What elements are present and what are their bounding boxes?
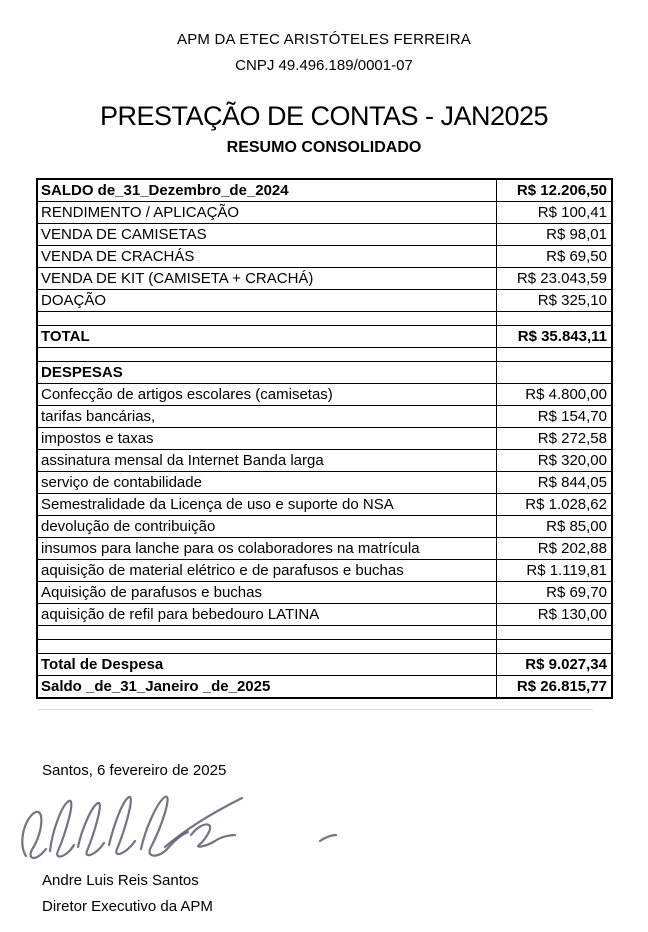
table-row bbox=[38, 582, 611, 604]
table-row bbox=[38, 290, 611, 312]
row-value: R$ 9.027,34 bbox=[525, 656, 607, 673]
table-row bbox=[38, 538, 611, 560]
row-value bbox=[497, 312, 611, 325]
table-double-underline bbox=[38, 709, 593, 710]
row-value: R$ 154,70 bbox=[537, 408, 607, 425]
table-row bbox=[38, 472, 611, 494]
table-row bbox=[38, 560, 611, 582]
table-row bbox=[38, 654, 611, 676]
table-row bbox=[38, 268, 611, 290]
row-label: insumos para lanche para os colaboradores na matrícula bbox=[38, 538, 497, 559]
row-label: DOAÇÃO bbox=[38, 290, 497, 311]
accounts-table bbox=[36, 178, 613, 699]
table-row bbox=[38, 202, 611, 224]
row-label bbox=[38, 626, 497, 639]
signer-name: Andre Luis Reis Santos bbox=[42, 872, 199, 889]
row-label: Semestralidade da Licença de uso e suporte do NSA bbox=[38, 494, 497, 515]
row-label: serviço de contabilidade bbox=[38, 472, 497, 493]
row-value: R$ 320,00 bbox=[537, 452, 607, 469]
table-empty-row bbox=[38, 312, 611, 326]
row-value: R$ 202,88 bbox=[537, 540, 607, 557]
row-value: R$ 130,00 bbox=[537, 606, 607, 623]
table-row bbox=[38, 362, 611, 384]
row-value: R$ 23.043,59 bbox=[516, 270, 607, 287]
row-value: R$ 98,01 bbox=[546, 226, 607, 243]
row-value bbox=[497, 640, 611, 653]
row-value: R$ 69,70 bbox=[546, 584, 607, 601]
table-row bbox=[38, 384, 611, 406]
row-value: R$ 26.815,77 bbox=[516, 678, 607, 695]
table-row bbox=[38, 224, 611, 246]
signature-image bbox=[12, 784, 372, 872]
row-value bbox=[497, 626, 611, 639]
row-label bbox=[38, 640, 497, 653]
date-line: Santos, 6 fevereiro de 2025 bbox=[42, 762, 227, 779]
row-value: R$ 272,58 bbox=[537, 430, 607, 447]
row-label: DESPESAS bbox=[38, 362, 497, 383]
table-row bbox=[38, 676, 611, 697]
row-label: SALDO de_31_Dezembro_de_2024 bbox=[38, 180, 497, 201]
row-label: devolução de contribuição bbox=[38, 516, 497, 537]
row-value: R$ 4.800,00 bbox=[525, 386, 607, 403]
table-row bbox=[38, 246, 611, 268]
row-label: impostos e taxas bbox=[38, 428, 497, 449]
row-value bbox=[497, 362, 611, 383]
row-label: VENDA DE CRACHÁS bbox=[38, 246, 497, 267]
row-label: aquisição de refil para bebedouro LATINA bbox=[38, 604, 497, 625]
row-value: R$ 325,10 bbox=[537, 292, 607, 309]
cnpj-number: CNPJ 49.496.189/0001-07 bbox=[235, 57, 413, 74]
row-label: Aquisição de parafusos e buchas bbox=[38, 582, 497, 603]
table-empty-row bbox=[38, 626, 611, 640]
table-row bbox=[38, 180, 611, 202]
table-row bbox=[38, 406, 611, 428]
organization-name: APM DA ETEC ARISTÓTELES FERREIRA bbox=[177, 31, 471, 48]
row-label: VENDA DE KIT (CAMISETA + CRACHÁ) bbox=[38, 268, 497, 289]
row-value: R$ 844,05 bbox=[537, 474, 607, 491]
row-value: R$ 85,00 bbox=[546, 518, 607, 535]
row-label: assinatura mensal da Internet Banda larga bbox=[38, 450, 497, 471]
row-label: aquisição de material elétrico e de parafusos e buchas bbox=[38, 560, 497, 581]
table-row bbox=[38, 604, 611, 626]
row-label: tarifas bancárias, bbox=[38, 406, 497, 427]
document-subtitle: RESUMO CONSOLIDADO bbox=[226, 139, 422, 156]
row-value: R$ 35.843,11 bbox=[517, 328, 607, 345]
row-label: TOTAL bbox=[38, 326, 497, 347]
row-value bbox=[497, 348, 611, 361]
row-label bbox=[38, 348, 497, 361]
row-label: Confecção de artigos escolares (camisetas) bbox=[38, 384, 497, 405]
row-label: Total de Despesa bbox=[38, 654, 497, 675]
row-value: R$ 100,41 bbox=[537, 204, 607, 221]
row-value: R$ 1.028,62 bbox=[525, 496, 607, 513]
row-label: RENDIMENTO / APLICAÇÃO bbox=[38, 202, 497, 223]
signer-role: Diretor Executivo da APM bbox=[42, 898, 213, 915]
table-row bbox=[38, 494, 611, 516]
document-title: PRESTAÇÃO DE CONTAS - JAN2025 bbox=[99, 101, 549, 131]
table-empty-row bbox=[38, 348, 611, 362]
table-row bbox=[38, 516, 611, 538]
row-label bbox=[38, 312, 497, 325]
row-label: VENDA DE CAMISETAS bbox=[38, 224, 497, 245]
row-label: Saldo _de_31_Janeiro _de_2025 bbox=[38, 676, 497, 697]
table-row bbox=[38, 428, 611, 450]
row-value: R$ 12.206,50 bbox=[516, 182, 607, 199]
row-value: R$ 1.119,81 bbox=[526, 562, 607, 579]
row-value: R$ 69,50 bbox=[546, 248, 607, 265]
table-empty-row bbox=[38, 640, 611, 654]
table-row bbox=[38, 326, 611, 348]
table-row bbox=[38, 450, 611, 472]
